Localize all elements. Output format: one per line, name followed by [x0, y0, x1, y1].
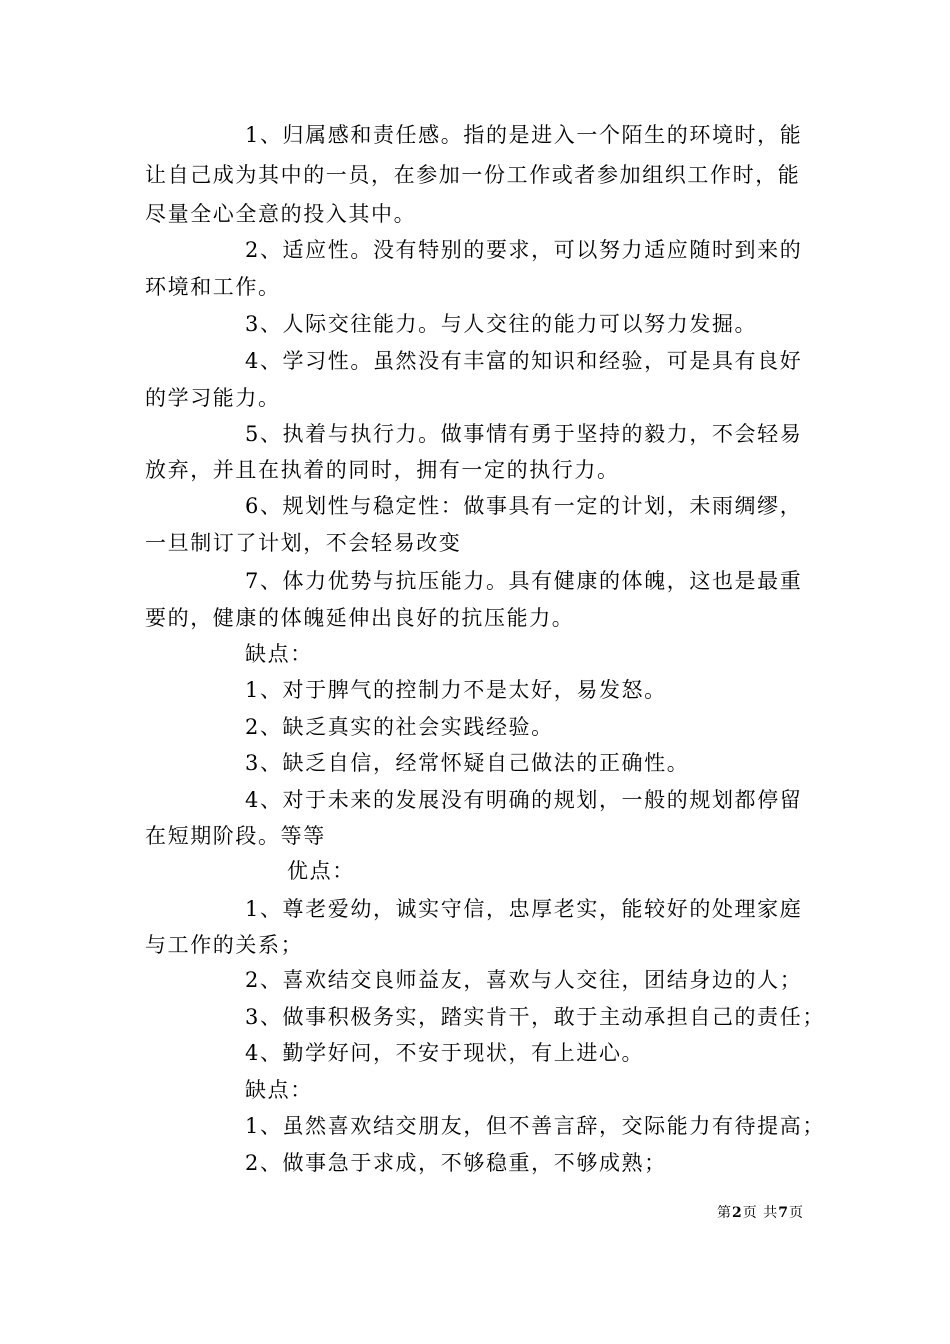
body-line: 1、尊老爱幼，诚实守信，忠厚老实，能较好的处理家庭: [245, 897, 803, 921]
section-heading-weaknesses: 缺点：: [245, 642, 313, 666]
section-heading-strengths: 优点：: [287, 859, 355, 883]
body-line: 4、勤学好问，不安于现状，有上进心。: [245, 1041, 645, 1065]
body-line: 1、对于脾气的控制力不是太好，易发怒。: [245, 678, 667, 702]
body-line: 4、学习性。虽然没有丰富的知识和经验，可是具有良好: [245, 349, 803, 373]
body-line: 一旦制订了计划，不会轻易改变: [145, 531, 462, 555]
section-heading-weaknesses: 缺点：: [245, 1078, 313, 1102]
body-line: 3、缺乏自信，经常怀疑自己做法的正确性。: [245, 751, 690, 775]
body-line: 1、归属感和责任感。指的是进入一个陌生的环境时，能: [245, 123, 803, 147]
body-line: 7、体力优势与抗压能力。具有健康的体魄，这也是最重: [245, 569, 803, 593]
body-line: 要的，健康的体魄延伸出良好的抗压能力。: [145, 606, 575, 630]
body-line: 在短期阶段。等等: [145, 824, 326, 848]
body-line: 2、喜欢结交良师益友，喜欢与人交往，团结身边的人；: [245, 968, 803, 992]
footer-current-page: 2: [732, 1205, 743, 1221]
body-line: 6、规划性与稳定性：做事具有一定的计划，未雨绸缪，: [245, 494, 803, 518]
body-line: 1、虽然喜欢结交朋友，但不善言辞，交际能力有待提高；: [245, 1114, 825, 1138]
body-line: 5、执着与执行力。做事情有勇于坚持的毅力，不会轻易: [245, 422, 803, 446]
body-line: 与工作的关系；: [145, 933, 304, 957]
body-line: 让自己成为其中的一员，在参加一份工作或者参加组织工作时，能: [145, 163, 801, 187]
body-line: 尽量全心全意的投入其中。: [145, 202, 417, 226]
body-line: 2、缺乏真实的社会实践经验。: [245, 715, 554, 739]
body-line: 环境和工作。: [145, 275, 281, 299]
body-line: 3、人际交往能力。与人交往的能力可以努力发掘。: [245, 312, 758, 336]
body-line: 的学习能力。: [145, 386, 281, 410]
body-line: 放弃，并且在执着的同时，拥有一定的执行力。: [145, 458, 620, 482]
footer-total-pages: 7: [778, 1205, 789, 1221]
body-line: 3、做事积极务实，踏实肯干，敢于主动承担自己的责任；: [245, 1005, 825, 1029]
body-line: 2、适应性。没有特别的要求，可以努力适应随时到来的: [245, 238, 803, 262]
page-number-footer: [717, 1203, 804, 1223]
footer-prefix: 第: [717, 1205, 732, 1221]
body-line: 4、对于未来的发展没有明确的规划，一般的规划都停留: [245, 788, 803, 812]
footer-middle: 页 共: [742, 1205, 779, 1221]
footer-suffix: 页: [788, 1205, 804, 1221]
body-line: 2、做事急于求成，不够稳重，不够成熟；: [245, 1151, 667, 1175]
